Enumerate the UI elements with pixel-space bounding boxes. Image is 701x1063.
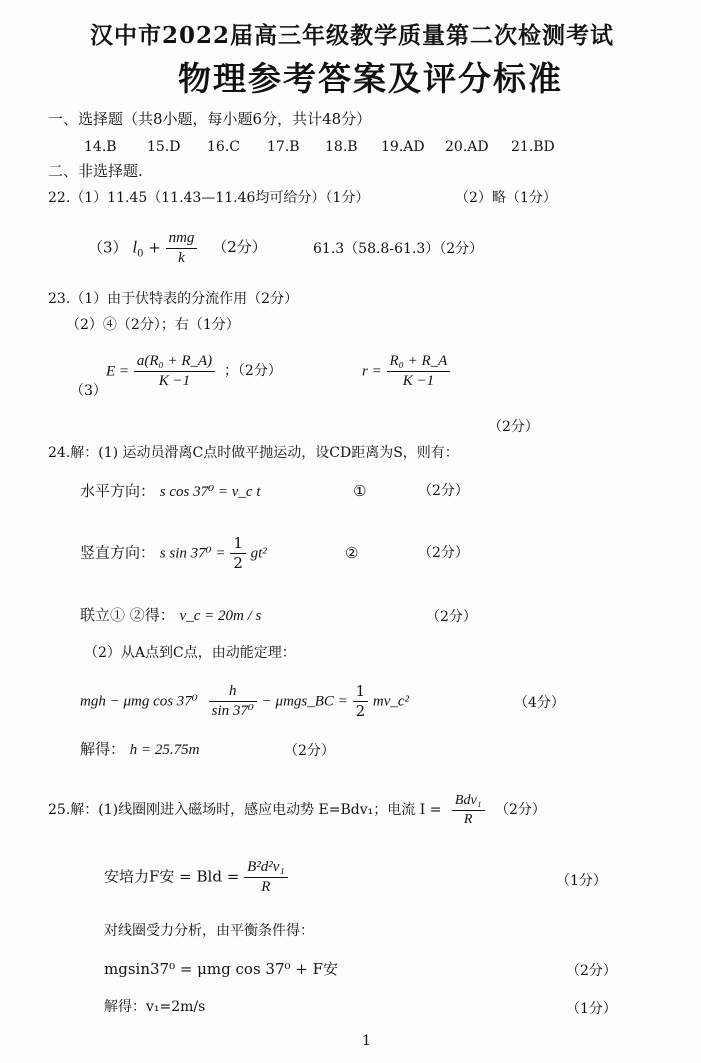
- q24-c-score: （2分）: [426, 609, 477, 625]
- q23-e-formula: [106, 352, 282, 391]
- q25-i-score: （2分）: [494, 802, 546, 818]
- q24-e-fraction: [209, 682, 257, 721]
- q24-v-fraction: [230, 534, 246, 573]
- page-number: 1: [362, 1033, 371, 1049]
- q24-v-eq-rhs: gt²: [250, 545, 267, 562]
- q23-part3-label: （3）: [70, 383, 107, 399]
- q23-e-fraction: [134, 352, 215, 391]
- q25-intro-line: [48, 792, 546, 828]
- q24-vertical: [80, 534, 267, 573]
- q24-c-label: 联立① ②得：: [80, 606, 175, 624]
- q25-f-label: 安培力F安 = Bld =: [104, 867, 240, 886]
- q25-i-num: Bdv₁: [454, 793, 482, 808]
- q24-h-score: （2分）: [418, 483, 469, 499]
- q23-r-num: R₀ + R_A: [389, 353, 448, 369]
- q24-horizontal: [80, 484, 261, 500]
- answer-19: 19.AD: [381, 139, 425, 155]
- q22-l0-sub: 0: [137, 248, 144, 260]
- q24-e-lhs: mgh − μmg cos 37⁰: [80, 693, 198, 710]
- q23-e-lhs: E =: [106, 363, 130, 380]
- answer-20: 20.AD: [445, 139, 489, 155]
- q24-e-half-num: 1: [355, 682, 366, 700]
- q24-h-label: 水平方向：: [80, 482, 156, 500]
- q24-energy-eq: [80, 682, 409, 721]
- q25-solution: 解得：v₁=2m/s: [104, 999, 206, 1015]
- q22-part3: [88, 229, 267, 268]
- q24-part2: （2）从A点到C点，由动能定理：: [84, 645, 296, 661]
- q24-v-eq-lhs: s sin 37⁰ =: [159, 545, 226, 562]
- q25-sol-score: （1分）: [566, 1001, 617, 1017]
- q24-sol-label: 解得：: [80, 740, 126, 758]
- q24-sol-eq: h = 25.75m: [129, 742, 200, 758]
- q24-solution: [80, 742, 200, 758]
- q24-intro: 24.解：(1) 运动员滑离C点时做平抛运动，设CD距离为S，则有：: [48, 445, 459, 461]
- q24-combined: [80, 608, 261, 624]
- q24-e-frac-num: h: [229, 683, 237, 699]
- q24-e-half: [353, 682, 369, 721]
- q25-f-fraction: [244, 858, 288, 897]
- q25-intro: 25.解：(1)线圈刚进入磁场时，感应电动势 E=Bdv₁；电流 I =: [48, 802, 442, 818]
- q23-r-score: （2分）: [488, 419, 539, 435]
- q23-part1: 23.（1）由于伏特表的分流作用（2分）: [48, 291, 299, 307]
- section-2-heading: 二、非选择题.: [48, 162, 143, 180]
- q25-f-num: B²d²v₁: [247, 859, 285, 875]
- q24-v-mark: ②: [345, 544, 359, 562]
- q23-r-formula: [362, 352, 450, 391]
- q25-f-den: R: [244, 877, 288, 897]
- q25-i-den: R: [452, 810, 485, 829]
- q22-part1: 22.（1）11.45（11.43—11.46均可给分）（1分）: [48, 190, 370, 206]
- answer-17: 17.B: [267, 139, 300, 155]
- q25-i-fraction: [452, 792, 485, 828]
- q24-e-mid: − μmgs_BC =: [261, 693, 348, 710]
- q24-h-mark: ①: [353, 482, 367, 500]
- document-title: 汉中市2022届高三年级教学质量第二次检测考试: [90, 22, 615, 49]
- q22-score: （2分）: [212, 238, 267, 257]
- q22-plus: +: [148, 238, 161, 257]
- q22-part3-label: （3）: [88, 238, 128, 257]
- answer-14: 14.B: [84, 139, 117, 155]
- q23-r-den: K −1: [387, 371, 451, 391]
- q24-v-score: （2分）: [418, 545, 469, 561]
- q22-frac-num: nmg: [168, 230, 195, 246]
- q24-e-half-den: 2: [353, 701, 369, 721]
- q22-l0: l: [132, 237, 138, 257]
- q22-value: 61.3（58.8-61.3）（2分）: [313, 241, 484, 257]
- answer-16: 16.C: [207, 139, 240, 155]
- q23-r-lhs: r =: [362, 363, 382, 380]
- q24-sol-score: （2分）: [284, 743, 335, 759]
- q24-e-score: （4分）: [514, 695, 565, 711]
- q25-analysis: 对线圈受力分析，由平衡条件得：: [104, 923, 314, 939]
- q23-r-fraction: [387, 352, 451, 391]
- q24-c-eq: v_c = 20m / s: [179, 608, 262, 624]
- q25-f-score: （1分）: [556, 873, 607, 889]
- q25-balance-eq: mgsin37⁰ = μmg cos 37⁰ + F安: [104, 960, 339, 978]
- q23-e-score: ；（2分）: [223, 363, 282, 380]
- q23-part2: （2）④（2分）；右（1分）: [66, 317, 240, 333]
- q24-e-rhs: mv_c²: [372, 693, 410, 710]
- document-subtitle: 物理参考答案及评分标准: [178, 59, 563, 98]
- q24-v-frac-den: 2: [230, 553, 246, 573]
- q23-e-num: a(R₀ + R_A): [136, 353, 213, 369]
- q24-v-frac-num: 1: [233, 534, 243, 552]
- q25-bal-score: （2分）: [566, 963, 617, 979]
- section-1-heading: 一、选择题（共8小题，每小题6分，共计48分）: [48, 110, 372, 128]
- q22-fraction: [166, 229, 198, 268]
- q24-h-eq: s cos 37⁰ = v_c t: [159, 484, 261, 500]
- answer-15: 15.D: [147, 139, 181, 155]
- answer-18: 18.B: [325, 139, 358, 155]
- q22-frac-den: k: [166, 248, 198, 268]
- q25-force-line: [104, 858, 288, 897]
- answer-21: 21.BD: [511, 139, 555, 155]
- q22-part2: （2）略（1分）: [455, 190, 557, 206]
- q24-e-frac-den: sin 37⁰: [209, 701, 257, 721]
- q23-e-den: K −1: [134, 371, 215, 391]
- q24-v-label: 竖直方向：: [80, 543, 156, 562]
- choice-answers: [84, 140, 555, 154]
